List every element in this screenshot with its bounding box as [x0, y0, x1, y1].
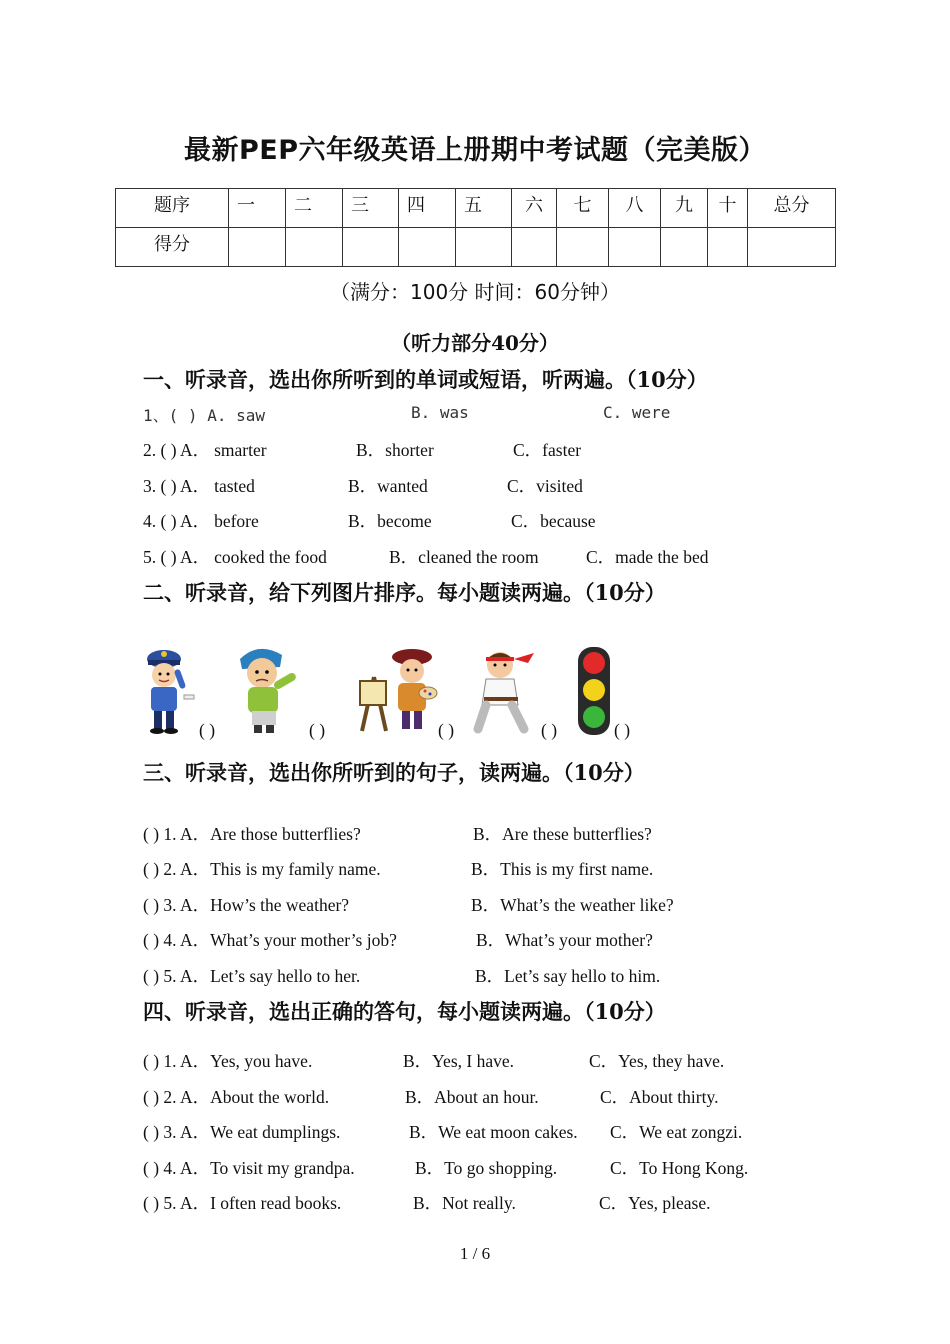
- score-input-cell[interactable]: [229, 228, 286, 267]
- question-4-5: ( ) 5. A．I often read books.: [143, 1193, 342, 1213]
- question-3-4: ( ) 4. A．What’s your mother’s job?: [143, 930, 397, 950]
- score-input-cell[interactable]: [456, 228, 512, 267]
- score-input-cell[interactable]: [286, 228, 343, 267]
- karate-kid-picture: [472, 645, 542, 737]
- question-1-4: [143, 508, 259, 533]
- score-header-cell: 七: [557, 189, 609, 228]
- question-3-2: ( ) 2. A．This is my family name.: [143, 859, 381, 879]
- option-b: B．Not really.: [413, 1193, 516, 1213]
- option-a: before: [214, 511, 259, 531]
- question-1-2: [143, 437, 267, 462]
- score-input-cell[interactable]: [399, 228, 456, 267]
- option-b: B．This is my first name.: [471, 859, 654, 879]
- score-input-cell[interactable]: [748, 228, 836, 267]
- order-bracket-3[interactable]: ( ): [438, 720, 455, 740]
- option-c: C．made the bed: [586, 547, 709, 567]
- section-3-heading: 三、听录音，选出你所听到的句子，读两遍。（10分）: [143, 760, 645, 785]
- score-table-score-row: [116, 228, 836, 267]
- option-a: A. saw: [207, 406, 265, 425]
- section-4-heading: 四、听录音，选出正确的答句，每小题读两遍。（10分）: [143, 999, 666, 1024]
- option-c: C．faster: [513, 440, 582, 460]
- option-b: B．cleaned the room: [389, 547, 539, 567]
- option-c: C．We eat zongzi.: [610, 1122, 743, 1142]
- option-b: B．shorter: [356, 440, 434, 460]
- score-input-cell[interactable]: [661, 228, 708, 267]
- option-b: B．wanted: [348, 476, 428, 496]
- question-1-3: [143, 473, 255, 498]
- score-header-cell: 八: [609, 189, 661, 228]
- score-input-cell[interactable]: [512, 228, 557, 267]
- question-3-5: ( ) 5. A．Let’s say hello to her.: [143, 966, 361, 986]
- question-3-3: ( ) 3. A．How’s the weather?: [143, 895, 350, 915]
- painter-picture: [354, 645, 438, 737]
- option-a: cooked the food: [214, 547, 327, 567]
- option-c: C．because: [511, 511, 596, 531]
- order-bracket-5[interactable]: ( ): [614, 720, 631, 740]
- question-number: 3. ( ) A．: [143, 476, 211, 496]
- section-1-heading: 一、听录音，选出你所听到的单词或短语，听两遍。（10分）: [143, 367, 708, 392]
- option-c: C. were: [603, 403, 671, 422]
- score-input-cell[interactable]: [343, 228, 399, 267]
- traffic-light-picture: [576, 645, 612, 737]
- option-b: B．To go shopping.: [415, 1158, 558, 1178]
- question-4-3: ( ) 3. A．We eat dumplings.: [143, 1122, 341, 1142]
- option-b: B．Yes, I have.: [403, 1051, 514, 1071]
- score-header-cell: 六: [512, 189, 557, 228]
- option-c: C．About thirty.: [600, 1087, 719, 1107]
- score-header-cell: 三: [343, 189, 399, 228]
- score-header-cell: 四: [399, 189, 456, 228]
- police-officer-picture: [140, 645, 202, 737]
- option-b: B．become: [348, 511, 432, 531]
- order-bracket-2[interactable]: ( ): [309, 720, 326, 740]
- page-number: 1 / 6: [459, 1244, 491, 1263]
- option-b: B. was: [411, 403, 469, 422]
- page-title: 最新PEP六年级英语上册期中考试题（完美版）: [183, 135, 767, 166]
- score-header-cell: 二: [286, 189, 343, 228]
- option-b: B．We eat moon cakes.: [409, 1122, 578, 1142]
- question-number: 5. ( ) A．: [143, 547, 211, 567]
- score-header-cell: 十: [708, 189, 748, 228]
- order-bracket-4[interactable]: ( ): [541, 720, 558, 740]
- exam-info: （满分：100分 时间：60分钟）: [330, 280, 620, 304]
- part-heading: （听力部分40分）: [391, 331, 559, 355]
- option-b: B．Are these butterflies?: [473, 824, 652, 844]
- question-3-1: ( ) 1. A．Are those butterflies?: [143, 824, 361, 844]
- score-input-cell[interactable]: [557, 228, 609, 267]
- option-b: B．What’s the weather like?: [471, 895, 674, 915]
- question-4-4: ( ) 4. A．To visit my grandpa.: [143, 1158, 355, 1178]
- option-a: smarter: [214, 440, 267, 460]
- option-c: C．visited: [507, 476, 583, 496]
- score-header-cell: 九: [661, 189, 708, 228]
- score-header-cell: 题序: [116, 189, 229, 228]
- question-number: 4. ( ) A．: [143, 511, 211, 531]
- score-header-cell: 总分: [748, 189, 836, 228]
- section-2-heading: 二、听录音，给下列图片排序。每小题读两遍。（10分）: [143, 580, 666, 605]
- score-header-cell: 五: [456, 189, 512, 228]
- option-b: B．What’s your mother?: [476, 930, 653, 950]
- question-4-1: ( ) 1. A．Yes, you have.: [143, 1051, 313, 1071]
- question-1-1: [143, 403, 265, 426]
- score-label-cell: 得分: [116, 228, 229, 267]
- option-a: tasted: [214, 476, 255, 496]
- order-bracket-1[interactable]: ( ): [199, 720, 216, 740]
- option-b: B．Let’s say hello to him.: [475, 966, 661, 986]
- option-c: C．To Hong Kong.: [610, 1158, 749, 1178]
- score-table: [115, 188, 836, 267]
- thinking-boy-picture: [234, 645, 306, 737]
- score-header-cell: 一: [229, 189, 286, 228]
- question-4-2: ( ) 2. A．About the world.: [143, 1087, 330, 1107]
- score-table-header-row: [116, 189, 836, 228]
- score-input-cell[interactable]: [708, 228, 748, 267]
- question-1-5: [143, 544, 327, 569]
- option-b: B．About an hour.: [405, 1087, 539, 1107]
- option-c: C．Yes, please.: [599, 1193, 711, 1213]
- option-c: C．Yes, they have.: [589, 1051, 725, 1071]
- question-number: 2. ( ) A．: [143, 440, 211, 460]
- score-input-cell[interactable]: [609, 228, 661, 267]
- question-number: 1、( ): [143, 406, 198, 425]
